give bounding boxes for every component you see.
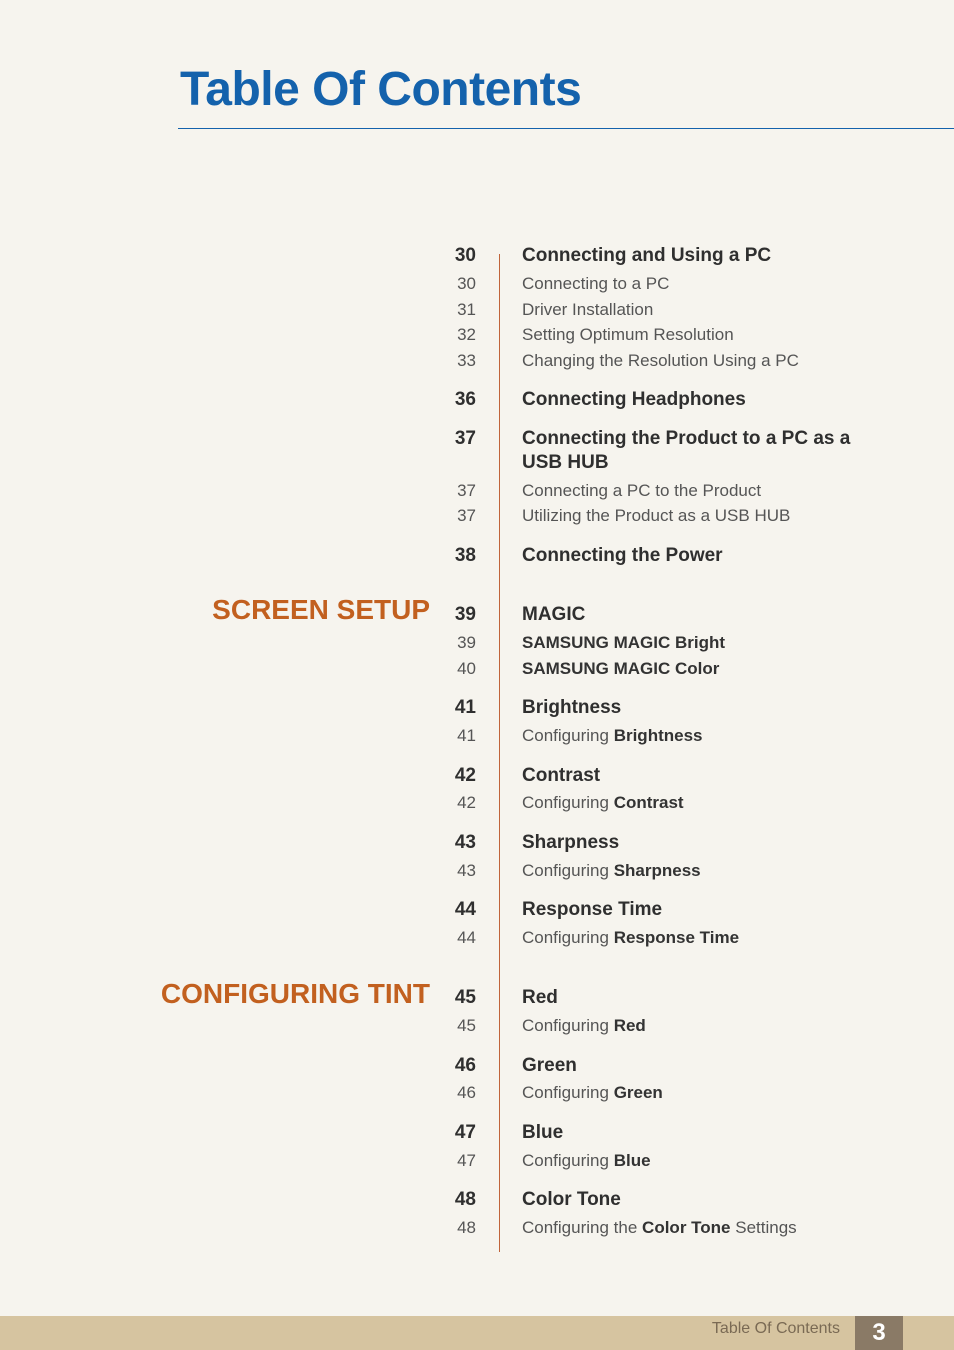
- toc-subentry-prefix: Configuring: [522, 1083, 609, 1102]
- toc-page-number: 42: [457, 793, 476, 812]
- toc-page-number: 45: [457, 1016, 476, 1035]
- section-heading-configuring-tint: CONFIGURING TINT: [160, 978, 430, 1009]
- toc-page-number: 32: [457, 325, 476, 344]
- toc-subentry-prefix: Configuring: [522, 726, 609, 745]
- toc-page-number: 30: [454, 245, 476, 266]
- toc-page-number: 48: [457, 1218, 476, 1237]
- toc-page-number: 40: [457, 659, 476, 678]
- toc-page-number: 44: [457, 928, 476, 947]
- toc-page-number: 38: [454, 545, 476, 566]
- toc-subentry-title: [522, 792, 942, 814]
- toc-entry-title: Blue: [522, 1122, 564, 1143]
- toc-subentry-title: Setting Optimum Resolution: [522, 325, 734, 344]
- section-heading-screen-setup: SCREEN SETUP: [212, 594, 430, 625]
- toc-subentry-prefix: Configuring: [522, 1151, 609, 1170]
- toc-page-number: 47: [457, 1151, 476, 1170]
- toc-page-number: 37: [457, 481, 476, 500]
- toc-entry-title: Connecting the Power: [522, 545, 723, 566]
- page-title: Table Of Contents: [180, 63, 582, 116]
- title-divider: [178, 128, 954, 129]
- toc-subentry-title: Connecting a PC to the Product: [522, 481, 762, 500]
- toc-page-number: 39: [454, 604, 476, 625]
- toc-subentry-suffix: Settings: [735, 1218, 797, 1237]
- toc-subentry-emphasis: Contrast: [613, 793, 684, 812]
- toc-page-number: 47: [454, 1122, 476, 1143]
- toc-page-number: 44: [454, 899, 476, 920]
- toc-subentry-title: SAMSUNG MAGIC Color: [522, 659, 720, 678]
- toc-entry-title: Green: [522, 1055, 577, 1076]
- toc-subentry-title: [522, 1150, 942, 1172]
- toc-subentry-prefix: Configuring: [522, 861, 609, 880]
- toc-entry-title: MAGIC: [522, 604, 586, 625]
- toc-subentry-title: [522, 860, 942, 882]
- toc-page-number: 45: [454, 987, 476, 1008]
- toc-subentry-emphasis: Blue: [613, 1151, 651, 1170]
- toc-subentry-title: [522, 725, 942, 747]
- toc-entry-title: Connecting the Product to a PC as a USB HUB: [522, 428, 851, 473]
- page-number: 3: [855, 1316, 903, 1350]
- footer-label: Table Of Contents: [711, 1320, 840, 1337]
- toc-subentry-title: Changing the Resolution Using a PC: [522, 351, 799, 370]
- toc-subentry-emphasis: Sharpness: [613, 861, 701, 880]
- toc-page-number: 43: [454, 832, 476, 853]
- toc-entry-title: Contrast: [522, 765, 601, 786]
- toc-subentry-emphasis: Brightness: [613, 726, 703, 745]
- toc-page-number: 41: [457, 726, 476, 745]
- toc-page-number: 36: [454, 389, 476, 410]
- toc-subentry-title: Utilizing the Product as a USB HUB: [522, 506, 791, 525]
- toc-entry-title: Sharpness: [522, 832, 620, 853]
- toc-entry-title: Color Tone: [522, 1189, 621, 1210]
- toc-page-number: 37: [457, 506, 476, 525]
- toc-page-number: 41: [454, 697, 476, 718]
- toc-page-number: 46: [454, 1055, 476, 1076]
- toc-subentry-prefix: Configuring: [522, 928, 609, 947]
- toc-page-number: 43: [457, 861, 476, 880]
- toc-subentry-emphasis: Red: [613, 1016, 646, 1035]
- toc-subentry-title: SAMSUNG MAGIC Bright: [522, 633, 726, 652]
- toc-entry-title: Connecting and Using a PC: [522, 245, 772, 266]
- toc-subentry-title: Driver Installation: [522, 300, 654, 319]
- toc-subentry-prefix: Configuring: [522, 793, 609, 812]
- toc-entry-title: Red: [522, 987, 558, 1008]
- toc-column-divider: [499, 254, 500, 1252]
- toc-subentry-prefix: Configuring: [522, 1016, 609, 1035]
- toc-subentry-title: [522, 1217, 942, 1239]
- toc-subentry-emphasis: Response Time: [613, 928, 740, 947]
- toc-entry-title: Connecting Headphones: [522, 389, 746, 410]
- toc-page-number: 37: [454, 428, 476, 449]
- toc-subentry-title: [522, 1015, 942, 1037]
- toc-subentry-title: [522, 927, 942, 949]
- toc-subentry-emphasis: Color Tone: [642, 1218, 731, 1237]
- toc-page-number: 30: [457, 274, 476, 293]
- toc-page-number: 46: [457, 1083, 476, 1102]
- toc-subentry-emphasis: Green: [613, 1083, 663, 1102]
- toc-page-number: 42: [454, 765, 476, 786]
- toc-page-number: 48: [454, 1189, 476, 1210]
- toc-subentry-prefix: Configuring the: [522, 1218, 638, 1237]
- toc-page-number: 39: [457, 633, 476, 652]
- toc-entry-title: Response Time: [522, 899, 663, 920]
- toc-entry-title: Brightness: [522, 697, 622, 718]
- toc-subentry-title: Connecting to a PC: [522, 274, 670, 293]
- toc-subentry-title: [522, 1082, 942, 1104]
- toc-page-number: 33: [457, 351, 476, 370]
- toc-page-number: 31: [457, 300, 476, 319]
